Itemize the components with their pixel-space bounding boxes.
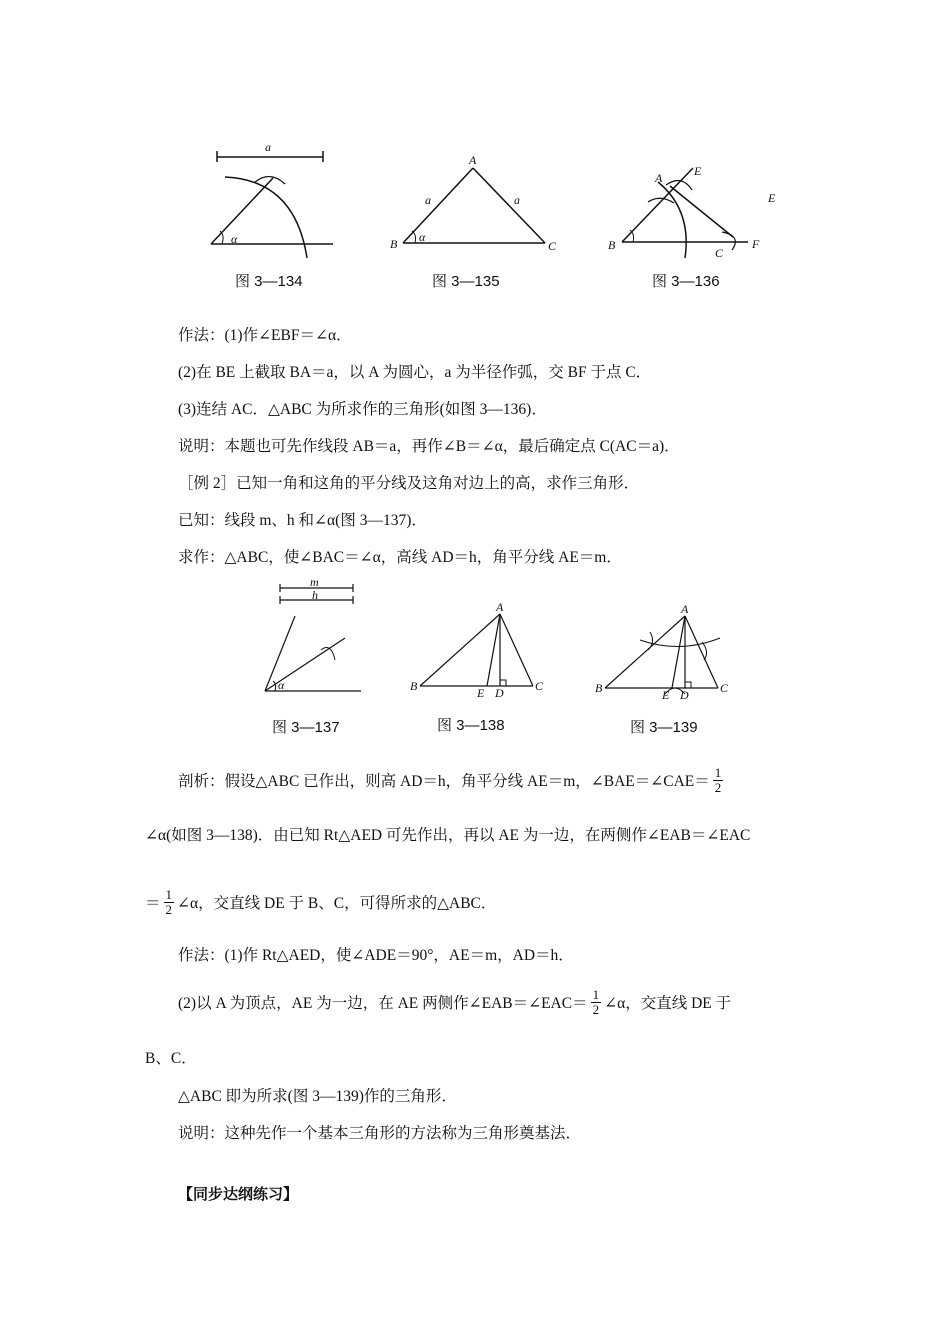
analysis-line2: ∠α(如图 3—138)．由已知 Rt△AED 可先作出，再以 AE 为一边，在两侧作∠EAB＝∠EAC	[145, 827, 751, 844]
label-a-left: a	[425, 193, 431, 207]
figure-3-138-drawing	[405, 600, 555, 700]
label-B: B	[410, 679, 418, 693]
label-alpha: α	[231, 232, 238, 246]
figure-3-137-drawing	[255, 575, 375, 703]
caption-3-138: 图 3—138	[437, 717, 505, 734]
step1-line1: 作法：(1)作∠EBF＝∠α．	[178, 327, 352, 344]
step2-line3: △ABC 即为所求(图 3—139)作的三角形．	[178, 1088, 457, 1105]
label-D: D	[680, 688, 689, 702]
fraction-half: $\frac{1}{2}$	[714, 765, 722, 795]
analysis-line1	[0, 765, 950, 797]
step1-line2: (2)在 BE 上截取 BA＝a，以 A 为圆心，a 为半径作弧，交 BF 于点 C．	[178, 364, 652, 381]
step2-note: 说明：这种先作一个基本三角形的方法称为三角形奠基法．	[178, 1125, 582, 1142]
label-E-far: E	[768, 191, 776, 205]
label-A: A	[496, 600, 504, 614]
figure-3-138	[405, 600, 555, 740]
caption-3-137: 图 3—137	[272, 719, 340, 736]
label-C: C	[720, 681, 729, 695]
label-alpha: α	[278, 678, 285, 692]
label-alpha: α	[419, 230, 426, 244]
label-B: B	[608, 238, 616, 252]
label-F: F	[752, 237, 760, 251]
figure-3-135-drawing	[385, 140, 565, 270]
label-A: A	[655, 171, 663, 185]
analysis-text-1: 剖析：假设△ABC 已作出，则高 AD＝h，角平分线 AE＝m，∠BAE＝∠CAE＝	[178, 773, 710, 791]
label-A: A	[681, 602, 689, 616]
figure-3-139-drawing	[590, 602, 740, 702]
label-E: E	[477, 686, 485, 700]
label-A: A	[469, 153, 477, 167]
example2-title: ［例 2］已知一角和这角的平分线及这角对边上的高，求作三角形．	[178, 475, 640, 492]
label-h: h	[312, 588, 318, 602]
label-C: C	[535, 679, 544, 693]
caption-3-139: 图 3—139	[630, 719, 698, 736]
step2-line2: (2)以 A 为顶点，AE 为一边，在 AE 两侧作∠EAB＝∠EAC＝ $\frac{1}{2}$ ∠α，交直线 DE 于	[178, 987, 732, 1017]
label-B: B	[595, 681, 603, 695]
section-title: 【同步达纲练习】	[178, 1185, 299, 1203]
caption-3-136: 图 3—136	[652, 273, 720, 290]
label-E: E	[662, 688, 670, 702]
figure-3-137	[255, 575, 375, 738]
label-B: B	[390, 237, 398, 251]
analysis-line3: ＝ $\frac{1}{2}$ ∠α，交直线 DE 于 B、C，可得所求的△ABC．	[145, 887, 497, 917]
figure-3-134-drawing	[195, 140, 345, 270]
figure-3-136	[600, 140, 790, 300]
step1-line3: (3)连结 AC．△ABC 为所求作的三角形(如图 3—136)．	[178, 401, 547, 418]
step2-line2-cont: B、C．	[145, 1050, 197, 1067]
figure-3-139	[590, 602, 740, 742]
label-E: E	[694, 164, 702, 178]
fraction-half: $\frac{1}{2}$	[592, 987, 600, 1017]
caption-3-135: 图 3—135	[432, 273, 500, 290]
example2-given: 已知：线段 m、h 和∠α(图 3—137)．	[178, 512, 427, 529]
label-m: m	[310, 575, 319, 589]
step2-line1: 作法：(1)作 Rt△AED，使∠ADE＝90°，AE＝m，AD＝h．	[178, 947, 574, 964]
label-a: a	[265, 140, 271, 154]
figure-3-136-drawing	[600, 140, 790, 270]
figure-3-135	[385, 140, 565, 300]
label-D: D	[495, 686, 504, 700]
step1-note: 说明：本题也可先作线段 AB＝a，再作∠B＝∠α，最后确定点 C(AC＝a)．	[178, 438, 680, 455]
figure-3-134	[195, 140, 345, 300]
label-C: C	[548, 239, 557, 253]
caption-3-134: 图 3—134	[235, 273, 303, 290]
label-C: C	[715, 246, 724, 260]
label-a-right: a	[514, 193, 520, 207]
example2-find: 求作：△ABC，使∠BAC＝∠α，高线 AD＝h，角平分线 AE＝m．	[178, 549, 622, 566]
fraction-half: $\frac{1}{2}$	[165, 887, 173, 917]
